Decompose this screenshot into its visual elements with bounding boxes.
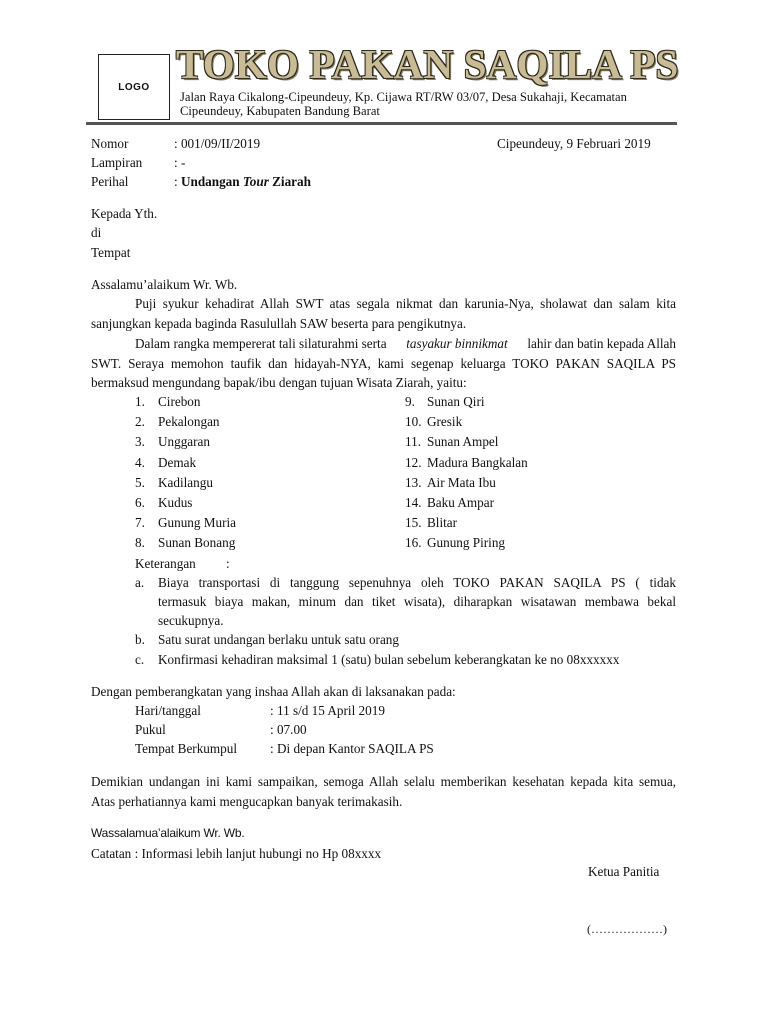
destination-name: Unggaran — [158, 434, 210, 450]
company-name: TOKO PAKAN SAQILA PS — [176, 41, 679, 87]
destination-number: 3. — [135, 434, 145, 450]
notes-label: Keterangan — [135, 556, 196, 571]
destination-number: 5. — [135, 474, 145, 490]
nomor-label: Nomor — [91, 136, 129, 151]
perihal-value: : Undangan Tour Ziarah — [174, 174, 311, 189]
schedule-time-value: : 07.00 — [270, 722, 307, 737]
lampiran-value: : - — [174, 155, 186, 170]
schedule-place-value: : Di depan Kantor SAQILA PS — [270, 741, 434, 756]
destination-number: 2. — [135, 414, 145, 430]
schedule-time-label: Pukul — [135, 722, 166, 737]
destination-name: Gresik — [427, 414, 463, 430]
note-c-text: Konfirmasi kehadiran maksimal 1 (satu) bulan sebelum keberangkatan ke no 08xxxxxx — [158, 652, 620, 667]
destination-name: Gunung Piring — [427, 535, 506, 551]
destination-number: 8. — [135, 535, 145, 551]
destination-name: Sunan Qiri — [427, 394, 485, 409]
paragraph-1-line-2: sanjungkan kepada baginda Rasulullah SAW beserta para pengikutnya. — [91, 316, 467, 331]
note-b-text: Satu surat undangan berlaku untuk satu orang — [158, 632, 399, 647]
destination-name: Gunung Muria — [158, 515, 237, 531]
destination-number: 10. — [405, 414, 422, 430]
note-a-line-3: secukupnya. — [158, 613, 224, 628]
destination-name: Air Mata Ibu — [427, 474, 496, 490]
paragraph-1-line-1: Puji syukur kehadirat Allah SWT atas segala nikmat dan karunia-Nya, sholawat dan salam kita — [135, 296, 676, 311]
logo-label: LOGO — [118, 81, 150, 93]
destination-number: 14. — [405, 495, 422, 510]
header-divider — [86, 122, 677, 125]
schedule-intro: Dengan pemberangkatan yang inshaa Allah akan di laksanakan pada: — [91, 684, 456, 699]
company-address — [180, 90, 680, 118]
destination-name: Baku Ampar — [427, 495, 495, 510]
letter-date: Cipeundeuy, 9 Februari 2019 — [497, 136, 651, 151]
schedule-day-value: : 11 s/d 15 April 2019 — [270, 703, 385, 718]
destination-number: 11. — [405, 434, 421, 450]
destination-number: 9. — [405, 394, 415, 409]
destination-name: Pekalongan — [158, 414, 220, 430]
note-b-marker: b. — [135, 632, 145, 647]
destination-name: Sunan Bonang — [158, 535, 236, 551]
destination-number: 13. — [405, 474, 422, 490]
note-a-line-2: termasuk biaya makan, minum dan tiket wisata), diharapkan wisatawan membawa bekal — [158, 594, 676, 609]
closing-line-1: Demikian undangan ini kami sampaikan, semoga Allah selalu memberikan kesehatan kepada kita semua, — [91, 774, 676, 789]
destination-number: 7. — [135, 515, 145, 531]
note-c-marker: c. — [135, 652, 145, 667]
schedule-place-label: Tempat Berkumpul — [135, 741, 237, 756]
contact-note: Catatan : Informasi lebih lanjut hubungi no Hp 08xxxx — [91, 846, 382, 861]
paragraph-2-line-1: Dalam rangka mempererat tali silaturahmi serta tasyakur binnikmat lahir dan batin kepada Allah — [135, 336, 676, 351]
farewell: Wassalamua’alaikum Wr. Wb. — [91, 826, 245, 840]
recipient-line-3: Tempat — [91, 245, 131, 260]
destination-number: 4. — [135, 454, 145, 470]
destination-number: 15. — [405, 515, 422, 531]
nomor-value: : 001/09/II/2019 — [174, 136, 261, 151]
note-a-marker: a. — [135, 575, 145, 590]
paragraph-2-line-3: bermaksud mengundang bapak/ibu dengan tujuan Wisata Ziarah, yaitu: — [91, 375, 467, 390]
paragraph-2-line-2: SWT. Seraya memohon taufik dan hidayah-NYA, kami segenap keluarga TOKO PAKAN SAQILA PS — [91, 356, 676, 371]
destination-name: Cirebon — [158, 394, 201, 409]
signer-title: Ketua Panitia — [588, 864, 660, 879]
destination-number: 16. — [405, 535, 422, 551]
destination-number: 1. — [135, 394, 145, 409]
destination-number: 12. — [405, 454, 422, 470]
notes-colon: : — [226, 556, 230, 571]
logo-placeholder — [98, 54, 170, 120]
recipient-line-1: Kepada Yth. — [91, 206, 158, 221]
recipient-line-2: di — [91, 225, 102, 240]
destination-name: Kadilangu — [158, 474, 213, 490]
destination-name: Demak — [158, 454, 197, 470]
note-a-line-1: Biaya transportasi di tanggung sepenuhnya oleh TOKO PAKAN SAQILA PS ( tidak — [158, 575, 676, 590]
destination-number: 6. — [135, 495, 145, 510]
signature-line: (………………) — [587, 922, 667, 936]
perihal-label: Perihal — [91, 174, 129, 189]
destination-name: Blitar — [427, 515, 458, 531]
closing-line-2: Atas perhatiannya kami mengucapkan banyak terimakasih. — [91, 794, 403, 809]
address-line-1: Jalan Raya Cikalong-Cipeundeuy, Kp. Cijawa RT/RW 03/07, Desa Sukahaji, Kecamatan — [180, 90, 627, 104]
lampiran-label: Lampiran — [91, 155, 143, 170]
destination-name: Sunan Ampel — [427, 434, 499, 450]
destination-name: Madura Bangkalan — [427, 454, 528, 470]
destination-name: Kudus — [158, 495, 193, 510]
greeting: Assalamu’alaikum Wr. Wb. — [91, 277, 238, 292]
address-line-2: Cipeundeuy, Kabupaten Bandung Barat — [180, 104, 380, 118]
schedule-day-label: Hari/tanggal — [135, 703, 201, 718]
